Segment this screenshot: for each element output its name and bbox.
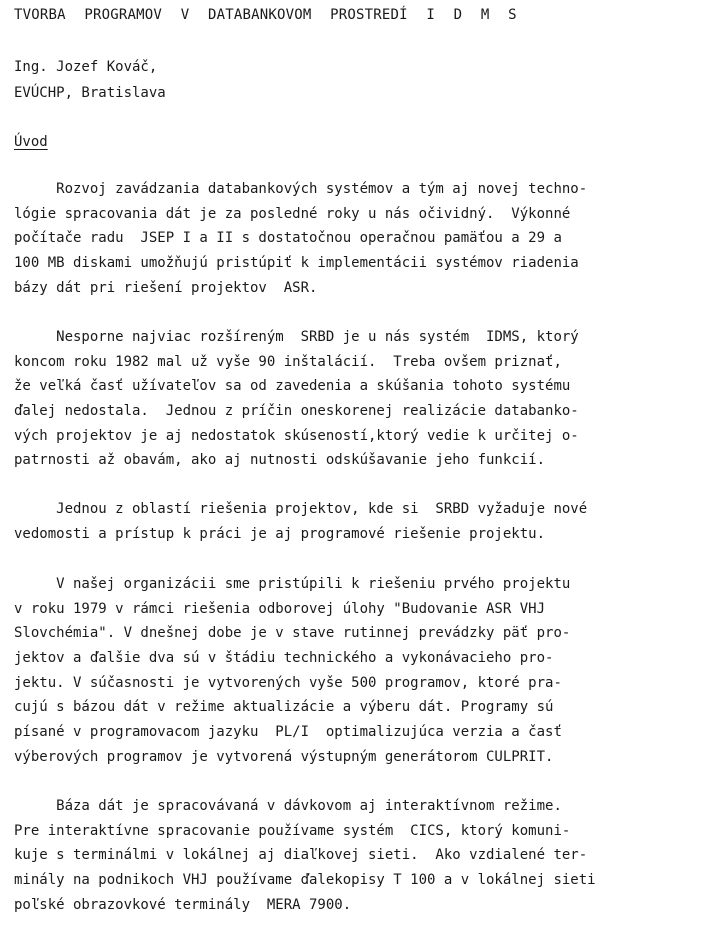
paragraph-line: počítače radu JSEP I a II s dostatočnou operačnou pamäťou a 29 a	[14, 230, 562, 247]
paragraph-line: Nesporne najviac rozšíreným SRBD je u nás systém IDMS, ktorý	[14, 329, 579, 345]
document-title: TVORBA PROGRAMOV V DATABANKOVOM PROSTREDÍ I D M S	[14, 7, 517, 23]
paragraph-5	[14, 794, 704, 917]
paragraph-line: Jednou z oblastí riešenia projektov, kde si SRBD vyžaduje nové	[14, 501, 588, 517]
paragraph-line: jektu. V súčasnosti je vytvorených vyše 500 programov, ktoré pra-	[14, 674, 562, 691]
paragraph-line: Rozvoj zavádzania databankových systémov a tým aj novej techno-	[14, 181, 588, 197]
paragraph-line: lógie spracovania dát je za posledné roky u nás očividný. Výkonné	[14, 205, 571, 222]
paragraph-line: Báza dát je spracovávaná v dávkovom aj interaktívnom režime.	[14, 798, 562, 814]
paragraph-line: písané v programovacom jazyku PL/I optimalizujúca verzia a časť	[14, 724, 562, 741]
paragraph-line: bázy dát pri riešení projektov ASR.	[14, 279, 318, 296]
author-name: Ing. Jozef Kováč,	[14, 59, 158, 75]
paragraph-line: kuje s terminálmi v lokálnej aj diaľkovej sieti. Ako vzdialené ter-	[14, 847, 588, 864]
paragraph-2	[14, 325, 704, 473]
paragraph-line: V našej organizácii sme pristúpili k riešeniu prvého projektu	[14, 576, 571, 592]
paragraph-line: patrnosti až obavám, ako aj nutnosti odskúšavanie jeho funkcií.	[14, 452, 546, 469]
paragraph-line: minály na podnikoch VHJ používame ďalekopisy T 100 a v lokálnej sieti	[14, 872, 596, 889]
paragraph-4	[14, 572, 704, 770]
paragraph-line: 100 MB diskami umožňujú pristúpiť k implementácii systémov riadenia	[14, 255, 579, 272]
paragraph-line: jektov a ďalšie dva sú v štádiu technického a vykonávacieho pro-	[14, 650, 554, 667]
paragraph-line: že veľká časť užívateľov sa od zavedenia a skúšania tohoto systému	[14, 378, 571, 395]
paragraph-3	[14, 497, 704, 546]
paragraph-line: výberových programov je vytvorená výstupným generátorom CULPRIT.	[14, 748, 554, 765]
paragraph-line: Slovchémia". V dnešnej dobe je v stave rutinnej prevádzky päť pro-	[14, 625, 571, 642]
section-heading: Úvod	[14, 134, 48, 150]
paragraph-line: Pre interaktívne spracovanie používame systém CICS, ktorý komuni-	[14, 822, 571, 839]
paragraph-line: vedomosti a prístup k práci je aj programové riešenie projektu.	[14, 525, 546, 542]
paragraph-line: cujú s bázou dát v režime aktualizácie a výberu dát. Programy sú	[14, 699, 554, 716]
paragraph-line: koncom roku 1982 mal už vyše 90 inštalácií. Treba ovšem priznať,	[14, 353, 562, 370]
paragraph-1	[14, 177, 704, 300]
paragraph-line: v roku 1979 v rámci riešenia odborovej úlohy "Budovanie ASR VHJ	[14, 600, 546, 617]
paragraph-line: ďalej nedostala. Jednou z príčin oneskorenej realizácie databanko-	[14, 403, 579, 420]
paragraph-line: vých projektov je aj nedostatok skúseností,ktorý vedie k určitej o-	[14, 427, 579, 444]
author-affiliation: EVÚCHP, Bratislava	[14, 85, 166, 101]
paragraph-line: poľské obrazovkové terminály MERA 7900.	[14, 896, 352, 913]
